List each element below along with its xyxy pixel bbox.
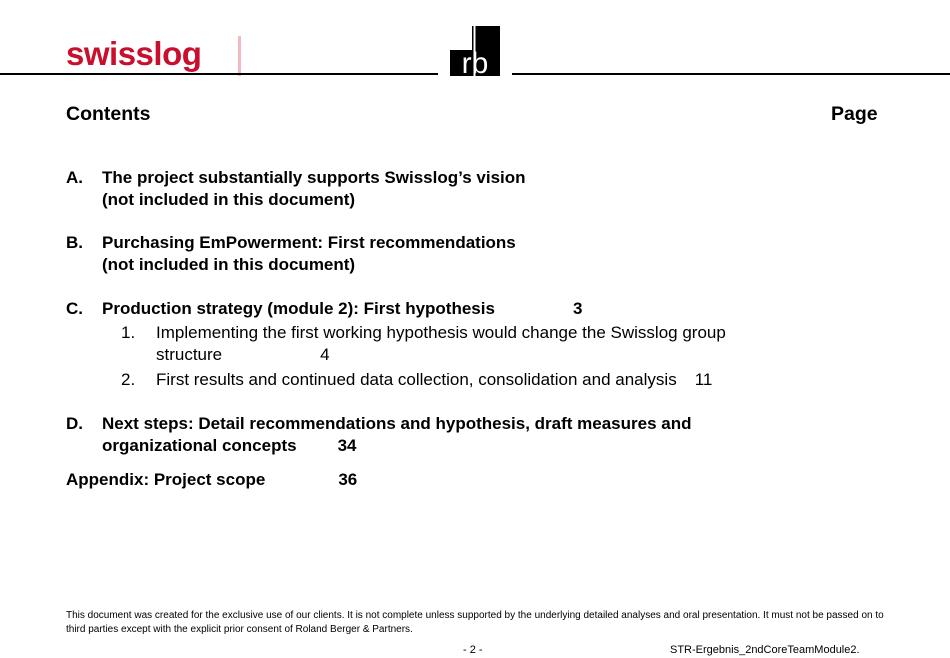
subitem-page-number: 4 — [320, 345, 330, 364]
section-title: Production strategy (module 2): First hypothesis — [102, 299, 495, 318]
section-letter: B. — [66, 233, 83, 252]
appendix-page-number: 36 — [338, 470, 358, 489]
subitem-title-cont: structure — [156, 345, 223, 364]
toc-subitem-c2 — [121, 369, 881, 391]
subitem-title: First results and continued data collection, consolidation and analysis — [156, 370, 677, 389]
toc-appendix — [66, 469, 886, 491]
section-title: Purchasing EmPowerment: First recommendations — [102, 233, 516, 252]
header-rule-right — [512, 73, 950, 75]
toc-subitem-c1 — [121, 322, 881, 366]
swisslog-logo: swisslog — [66, 35, 202, 72]
toc-section-d — [66, 413, 886, 457]
contents-title: Contents — [66, 103, 151, 125]
section-note: (not included in this document) — [102, 255, 356, 274]
section-note: (not included in this document) — [102, 190, 356, 209]
toc-section-b — [66, 232, 886, 276]
section-title-cont: organizational concepts — [102, 436, 297, 455]
roland-berger-logo — [450, 26, 500, 76]
appendix-title: Appendix: Project scope — [66, 470, 266, 489]
header-rule-left — [0, 73, 438, 75]
subitem-title: Implementing the first working hypothesis would change the Swisslog group — [156, 323, 726, 342]
toc-section-c — [66, 298, 886, 320]
section-title: Next steps: Detail recommendations and hypothesis, draft measures and — [102, 414, 692, 433]
confidentiality-disclaimer: This document was created for the exclusive use of our clients. It is not complete unless supported by the underlying detailed analyses and oral presentation. It must not be passed on to third parties except with the explicit prior consent of Roland Berger & Partners. — [66, 610, 884, 635]
toc-section-a — [66, 167, 886, 211]
subitem-number: 1. — [121, 323, 136, 342]
section-letter: D. — [66, 414, 83, 433]
subitem-page-number: 11 — [694, 370, 713, 389]
page-column-label: Page — [831, 103, 878, 125]
subitem-number: 2. — [121, 370, 136, 389]
logo-divider — [238, 36, 241, 76]
section-title: The project substantially supports Swisslog’s vision — [102, 168, 526, 187]
document-filename: STR-Ergebnis_2ndCoreTeamModule2. — [670, 644, 860, 656]
section-page-number: 3 — [572, 299, 583, 318]
rb-logo-text: rb — [461, 47, 489, 76]
section-page-number: 34 — [337, 436, 357, 455]
section-letter: A. — [66, 168, 83, 187]
page-number: - 2 - — [463, 644, 483, 656]
section-letter: C. — [66, 299, 83, 318]
